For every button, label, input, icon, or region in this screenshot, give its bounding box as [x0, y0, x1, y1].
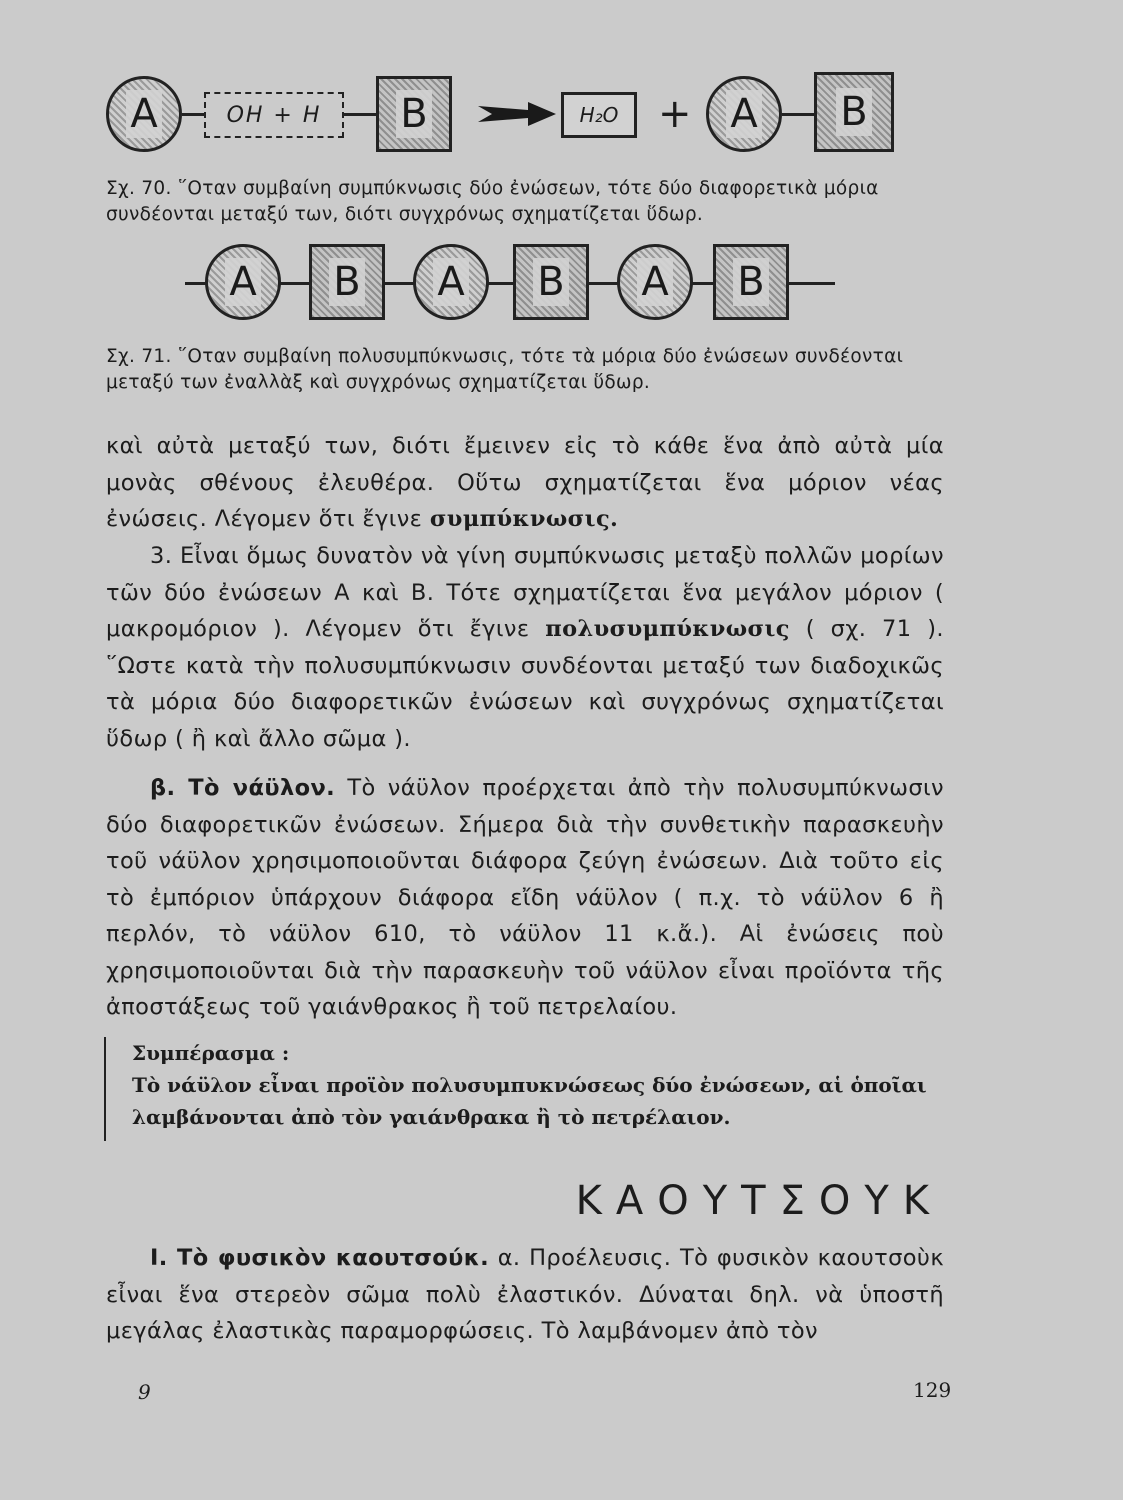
- paragraph-natural-rubber: Ι. Τὸ φυσικὸν καουτσούκ. α. Προέλευσις. Τὸ φυσικὸν καουτσοὺκ εἶναι ἕνα στερεὸν σῶμα πολὺ ἐλαστικόν. Δύναται δηλ. νὰ ὑποστῆ μεγάλας ἐλαστικὰς παραμορφώσεις. Τὸ λαμβάνομεν ἀπὸ τὸν: [106, 1245, 944, 1344]
- bond-line: [182, 113, 204, 116]
- section-heading-nylon: β. Τὸ νάϋλον.: [150, 775, 336, 801]
- conclusion-text: Τὸ νάϋλον εἶναι προϊὸν πολυσυμπυκνώσεως δύο ἐνώσεων, αἱ ὁποῖαι λαμβάνονται ἀπὸ τὸν γαιάνθρακα ἢ τὸ πετρέλαιον.: [132, 1073, 927, 1129]
- page-number: 129: [913, 1378, 952, 1402]
- page-signature: 9: [138, 1380, 151, 1404]
- bond-line: [782, 113, 814, 116]
- bond-line: [344, 113, 376, 116]
- chain-b-square: B: [513, 244, 589, 320]
- figure-71-caption: Σχ. 71. ῞Οταν συμβαίνη πολυσυμπύκνωσις, τότε τὰ μόρια δύο ἐνώσεων συνδέονται μεταξύ των ἐναλλὰξ καὶ συγχρόνως σχηματίζεται ὕδωρ.: [106, 346, 904, 393]
- figure-71-diagram: [185, 244, 835, 334]
- result-a-circle: A: [706, 76, 782, 152]
- section-heading-natural-rubber: Ι. Τὸ φυσικὸν καουτσούκ.: [150, 1245, 490, 1271]
- term-polycondensation: πολυσυμπύκνωσις: [545, 616, 790, 642]
- chain-b-square: B: [309, 244, 385, 320]
- figure-70-caption: Σχ. 70. ῞Οταν συμβαίνη συμπύκνωσις δύο ἐνώσεων, τότε δύο διαφορετικὰ μόρια συνδέονται μεταξύ των, διότι συγχρόνως σχηματίζεται ὕδωρ.: [106, 178, 879, 225]
- molecule-a-circle: A: [106, 76, 182, 152]
- result-b-square: B: [814, 72, 894, 152]
- chain-a-circle: A: [205, 244, 281, 320]
- figure-70-diagram: [106, 72, 896, 167]
- chain-a-circle: A: [617, 244, 693, 320]
- conclusion-title: Συμπέρασμα :: [132, 1041, 290, 1065]
- water-product-box: H₂O: [561, 92, 637, 138]
- conclusion-box: [104, 1037, 946, 1141]
- paragraph-condensation: καὶ αὐτὰ μεταξύ των, διότι ἔμεινεν εἰς τὸ κάθε ἕνα ἀπὸ αὐτὰ μία μονὰς σθένους ἐλευθέρα. Οὕτω σχηματίζεται ἕνα μόριον νέας ἐνώσεις. Λέγομεν ὅτι ἔγινε συμπύκνωσις.: [106, 433, 944, 532]
- chain-b-square: B: [713, 244, 789, 320]
- plus-sign: +: [658, 91, 692, 137]
- chapter-title: ΚΑΟΥΤΣΟΥΚ: [575, 1178, 943, 1224]
- reaction-arrow-icon: [478, 100, 558, 128]
- term-condensation: συμπύκνωσις.: [429, 506, 619, 532]
- paragraph-nylon: β. Τὸ νάϋλον. Τὸ νάϋλον προέρχεται ἀπὸ τὴν πολυσυμπύκνωσιν δύο διαφορετικῶν ἐνώσεων. Σήμερα διὰ τὴν συνθετικὴν παρασκευὴν τοῦ νάϋλον χρησιμοποιοῦνται διάφορα ζεύγη ἐνώσεων. Διὰ τοῦτο εἰς τὸ ἐμπόριον ὑπάρχουν διάφορα εἴδη νάϋλον ( π.χ. τὸ νάϋλον 6 ἢ περλόν, τὸ νάϋλον 610, τὸ νάϋλον 11 κ.ἄ.). Αἱ ἐνώσεις ποὺ χρησιμοποιοῦνται διὰ τὴν παρασκευὴν τοῦ νάϋλον εἶναι προϊόντα τῆς ἀποστάξεως τοῦ γαιάνθρακος ἢ τοῦ πετρελαίου.: [106, 775, 944, 1020]
- molecule-b-square: B: [376, 76, 452, 152]
- oh-h-dashed-box: OH + H: [204, 92, 344, 138]
- chain-a-circle: A: [413, 244, 489, 320]
- paragraph-polycondensation: 3. Εἶναι ὅμως δυνατὸν νὰ γίνη συμπύκνωσις μεταξὺ πολλῶν μορίων τῶν δύο ἐνώσεων Α καὶ Β. Τότε σχηματίζεται ἕνα μεγάλον μόριον ( μακρομόριον ). Λέγομεν ὅτι ἔγινε πολυσυμπύκνωσις ( σχ. 71 ). ῞Ωστε κατὰ τὴν πολυσυμπύκνωσιν συνδέονται μεταξύ των διαδοχικῶς τὰ μόρια δύο διαφορετικῶν ἐνώσεων καὶ συγχρόνως σχηματίζεται ὕδωρ ( ἢ καὶ ἄλλο σῶμα ).: [106, 543, 944, 752]
